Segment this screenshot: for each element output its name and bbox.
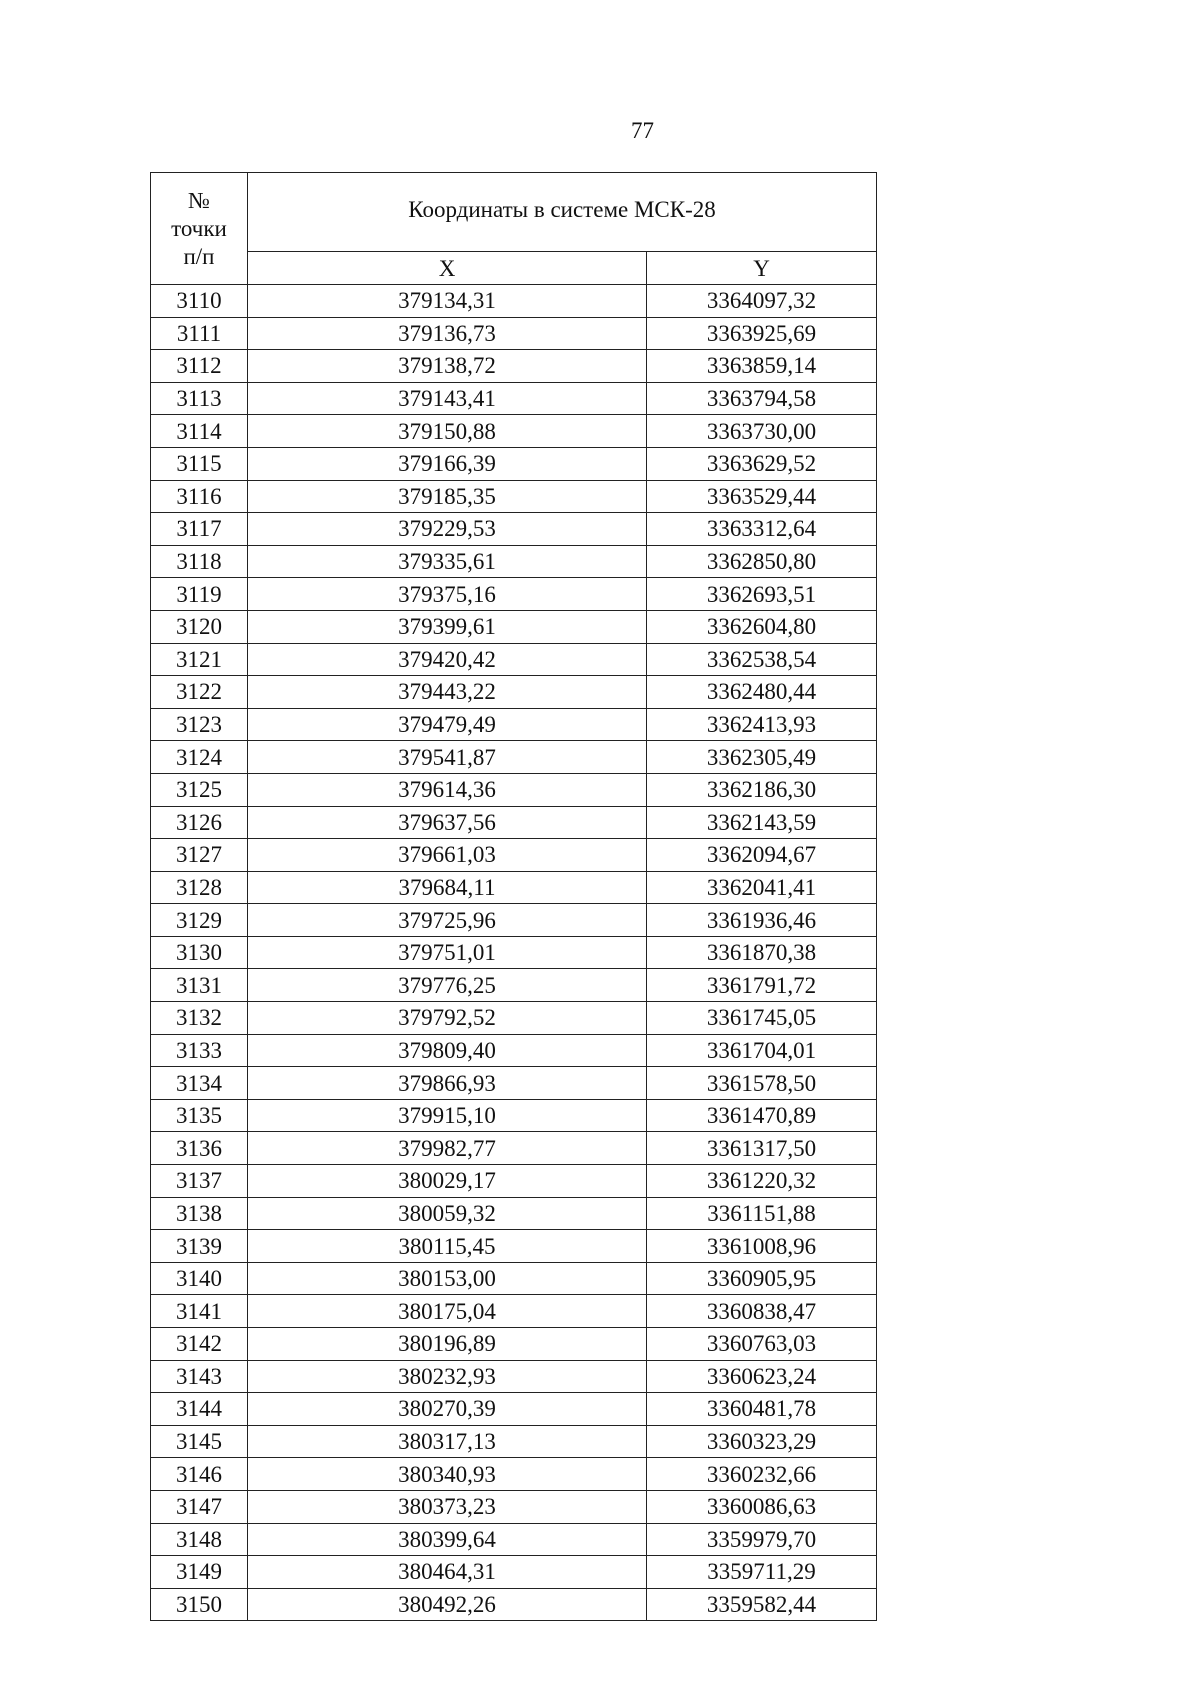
table-row	[151, 773, 877, 806]
coordinates-table	[150, 172, 877, 1621]
point-number-cell: 3132	[151, 1002, 248, 1035]
point-number-cell: 3143	[151, 1360, 248, 1393]
y-coordinate-cell: 3361704,01	[647, 1034, 877, 1067]
x-coordinate-cell: 379982,77	[248, 1132, 647, 1165]
x-coordinate-cell: 379541,87	[248, 741, 647, 774]
table-row	[151, 382, 877, 415]
x-coordinate-cell: 380399,64	[248, 1523, 647, 1556]
y-coordinate-cell: 3360323,29	[647, 1425, 877, 1458]
point-number-cell: 3124	[151, 741, 248, 774]
order-abbrev: п/п	[183, 243, 215, 269]
y-coordinate-cell: 3361008,96	[647, 1230, 877, 1263]
x-coordinate-cell: 379915,10	[248, 1099, 647, 1132]
x-coordinate-cell: 379143,41	[248, 382, 647, 415]
point-number-cell: 3127	[151, 839, 248, 872]
x-coordinate-cell: 379661,03	[248, 839, 647, 872]
y-coordinate-cell: 3363730,00	[647, 415, 877, 448]
table-row	[151, 806, 877, 839]
x-coordinate-cell: 380464,31	[248, 1556, 647, 1589]
y-coordinate-cell: 3363529,44	[647, 480, 877, 513]
y-coordinate-cell: 3360838,47	[647, 1295, 877, 1328]
point-number-cell: 3150	[151, 1588, 248, 1621]
point-number-cell: 3125	[151, 773, 248, 806]
y-coordinate-cell: 3359582,44	[647, 1588, 877, 1621]
table-row	[151, 610, 877, 643]
x-coordinate-cell: 380317,13	[248, 1425, 647, 1458]
x-coordinate-cell: 379229,53	[248, 513, 647, 546]
table-row	[151, 936, 877, 969]
table-row	[151, 871, 877, 904]
x-coordinate-cell: 380059,32	[248, 1197, 647, 1230]
point-number-cell: 3135	[151, 1099, 248, 1132]
y-coordinate-cell: 3363794,58	[647, 382, 877, 415]
point-number-cell: 3133	[151, 1034, 248, 1067]
x-coordinate-cell: 380340,93	[248, 1458, 647, 1491]
page-number: 77	[631, 118, 654, 143]
point-number-cell: 3113	[151, 382, 248, 415]
point-number-cell: 3137	[151, 1165, 248, 1198]
point-number-cell: 3121	[151, 643, 248, 676]
point-number-cell: 3144	[151, 1393, 248, 1426]
y-coordinate-cell: 3362094,67	[647, 839, 877, 872]
table-row	[151, 1458, 877, 1491]
x-coordinate-cell: 379185,35	[248, 480, 647, 513]
x-coordinate-cell: 379725,96	[248, 904, 647, 937]
x-coordinate-cell: 379751,01	[248, 936, 647, 969]
table-row	[151, 1328, 877, 1361]
x-coordinate-cell: 380175,04	[248, 1295, 647, 1328]
point-number-cell: 3129	[151, 904, 248, 937]
y-coordinate-cell: 3361317,50	[647, 1132, 877, 1165]
x-coordinate-cell: 380492,26	[248, 1588, 647, 1621]
table-row	[151, 676, 877, 709]
point-number-cell: 3120	[151, 610, 248, 643]
y-coordinate-cell: 3364097,32	[647, 285, 877, 318]
y-coordinate-cell: 3363629,52	[647, 447, 877, 480]
point-number-header	[151, 173, 248, 285]
table-row	[151, 1523, 877, 1556]
table-header	[151, 173, 877, 285]
table-body	[151, 285, 877, 1621]
y-coordinate-cell: 3361220,32	[647, 1165, 877, 1198]
x-coordinate-cell: 379138,72	[248, 350, 647, 383]
x-coordinate-cell: 379166,39	[248, 447, 647, 480]
table-row	[151, 1295, 877, 1328]
point-number-cell: 3115	[151, 447, 248, 480]
coordinates-system-header: Координаты в системе МСК-28	[248, 173, 877, 252]
y-coordinate-cell: 3362186,30	[647, 773, 877, 806]
x-coordinate-cell: 380115,45	[248, 1230, 647, 1263]
y-coordinate-cell: 3360905,95	[647, 1262, 877, 1295]
y-coordinate-cell: 3361745,05	[647, 1002, 877, 1035]
point-number-cell: 3118	[151, 545, 248, 578]
table-row	[151, 741, 877, 774]
table-row	[151, 1588, 877, 1621]
x-coordinate-cell: 379809,40	[248, 1034, 647, 1067]
table-row	[151, 1002, 877, 1035]
x-coordinate-cell: 379776,25	[248, 969, 647, 1002]
table-row	[151, 447, 877, 480]
y-coordinate-cell: 3360481,78	[647, 1393, 877, 1426]
y-coordinate-cell: 3362604,80	[647, 610, 877, 643]
table-row	[151, 1556, 877, 1589]
point-number-cell: 3112	[151, 350, 248, 383]
table-row	[151, 643, 877, 676]
point-number-cell: 3145	[151, 1425, 248, 1458]
table-row	[151, 1099, 877, 1132]
table-row	[151, 708, 877, 741]
point-number-cell: 3142	[151, 1328, 248, 1361]
x-coordinate-cell: 379792,52	[248, 1002, 647, 1035]
x-coordinate-cell: 379637,56	[248, 806, 647, 839]
point-number-cell: 3148	[151, 1523, 248, 1556]
point-number-cell: 3119	[151, 578, 248, 611]
x-coordinate-cell: 380270,39	[248, 1393, 647, 1426]
x-coordinate-cell: 379150,88	[248, 415, 647, 448]
point-number-cell: 3128	[151, 871, 248, 904]
y-coordinate-cell: 3362850,80	[647, 545, 877, 578]
y-coordinate-cell: 3362305,49	[647, 741, 877, 774]
y-coordinate-cell: 3361870,38	[647, 936, 877, 969]
point-number-cell: 3147	[151, 1490, 248, 1523]
x-coordinate-cell: 379136,73	[248, 317, 647, 350]
point-number-cell: 3111	[151, 317, 248, 350]
point-number-cell: 3114	[151, 415, 248, 448]
x-coordinate-cell: 380153,00	[248, 1262, 647, 1295]
y-coordinate-cell: 3361578,50	[647, 1067, 877, 1100]
table-row	[151, 1360, 877, 1393]
number-sign: №	[188, 187, 210, 213]
y-coordinate-cell: 3361791,72	[647, 969, 877, 1002]
table-row	[151, 1393, 877, 1426]
point-word: точки	[171, 215, 227, 241]
y-coordinate-cell: 3362413,93	[647, 708, 877, 741]
y-coordinate-cell: 3359711,29	[647, 1556, 877, 1589]
point-number-cell: 3146	[151, 1458, 248, 1491]
table-row	[151, 1490, 877, 1523]
y-coordinate-cell: 3362693,51	[647, 578, 877, 611]
y-coordinate-cell: 3362143,59	[647, 806, 877, 839]
point-number-cell: 3123	[151, 708, 248, 741]
point-number-cell: 3136	[151, 1132, 248, 1165]
y-coordinate-cell: 3362538,54	[647, 643, 877, 676]
table-row	[151, 350, 877, 383]
point-number-cell: 3122	[151, 676, 248, 709]
table-row	[151, 1034, 877, 1067]
table-row	[151, 839, 877, 872]
x-column-header: X	[248, 252, 647, 285]
table-row	[151, 1230, 877, 1263]
x-coordinate-cell: 379443,22	[248, 676, 647, 709]
y-coordinate-cell: 3360763,03	[647, 1328, 877, 1361]
point-number-cell: 3126	[151, 806, 248, 839]
point-number-cell: 3134	[151, 1067, 248, 1100]
y-coordinate-cell: 3362041,41	[647, 871, 877, 904]
point-number-cell: 3130	[151, 936, 248, 969]
x-coordinate-cell: 379614,36	[248, 773, 647, 806]
point-number-cell: 3116	[151, 480, 248, 513]
table-row	[151, 1262, 877, 1295]
point-number-cell: 3141	[151, 1295, 248, 1328]
x-coordinate-cell: 380029,17	[248, 1165, 647, 1198]
point-number-cell: 3138	[151, 1197, 248, 1230]
y-coordinate-cell: 3362480,44	[647, 676, 877, 709]
y-coordinate-cell: 3363925,69	[647, 317, 877, 350]
table-row	[151, 1165, 877, 1198]
x-coordinate-cell: 380196,89	[248, 1328, 647, 1361]
table-row	[151, 317, 877, 350]
point-number-cell: 3131	[151, 969, 248, 1002]
y-coordinate-cell: 3363859,14	[647, 350, 877, 383]
x-coordinate-cell: 379684,11	[248, 871, 647, 904]
table-row	[151, 578, 877, 611]
y-coordinate-cell: 3361151,88	[647, 1197, 877, 1230]
table-row	[151, 1197, 877, 1230]
point-number-cell: 3110	[151, 285, 248, 318]
y-coordinate-cell: 3359979,70	[647, 1523, 877, 1556]
table-row	[151, 513, 877, 546]
y-coordinate-cell: 3360623,24	[647, 1360, 877, 1393]
y-column-header: Y	[647, 252, 877, 285]
point-number-cell: 3149	[151, 1556, 248, 1589]
x-coordinate-cell: 379335,61	[248, 545, 647, 578]
table-row	[151, 415, 877, 448]
point-number-cell: 3139	[151, 1230, 248, 1263]
table-row	[151, 1425, 877, 1458]
y-coordinate-cell: 3363312,64	[647, 513, 877, 546]
x-coordinate-cell: 379479,49	[248, 708, 647, 741]
x-coordinate-cell: 379134,31	[248, 285, 647, 318]
table-row	[151, 285, 877, 318]
x-coordinate-cell: 379399,61	[248, 610, 647, 643]
y-coordinate-cell: 3360232,66	[647, 1458, 877, 1491]
y-coordinate-cell: 3360086,63	[647, 1490, 877, 1523]
table-row	[151, 1132, 877, 1165]
y-coordinate-cell: 3361470,89	[647, 1099, 877, 1132]
table-row	[151, 480, 877, 513]
x-coordinate-cell: 379866,93	[248, 1067, 647, 1100]
point-number-cell: 3140	[151, 1262, 248, 1295]
table-row	[151, 969, 877, 1002]
y-coordinate-cell: 3361936,46	[647, 904, 877, 937]
table-row	[151, 904, 877, 937]
table-row	[151, 545, 877, 578]
x-coordinate-cell: 379375,16	[248, 578, 647, 611]
x-coordinate-cell: 379420,42	[248, 643, 647, 676]
table-row	[151, 1067, 877, 1100]
point-number-cell: 3117	[151, 513, 248, 546]
x-coordinate-cell: 380373,23	[248, 1490, 647, 1523]
x-coordinate-cell: 380232,93	[248, 1360, 647, 1393]
